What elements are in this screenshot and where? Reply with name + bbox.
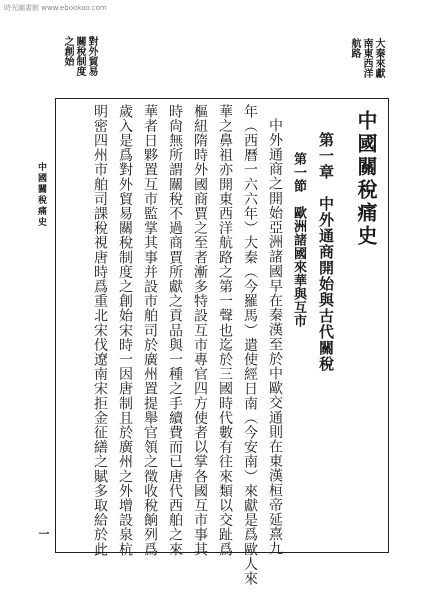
margin-note-left-1: 對外貿易 <box>86 36 97 76</box>
body-column-7: 歲入是爲對外貿易關稅制度之創始宋時一因唐制且於廣州之外增設泉杭 <box>117 104 133 557</box>
body-column-8: 明密四州市舶司課稅視唐時爲重北宋伐遼南宋拒金征繕之賦多取給於此 <box>92 104 108 557</box>
body-column-2: 年（西曆一六六年）大秦（今羅馬）遣使經日南（今安南）來獻是爲歐人來 <box>242 104 258 586</box>
section-heading: 第一節 歐洲諸國來華與互市 <box>291 152 306 328</box>
margin-note-right-2: 南東西洋 <box>361 38 372 78</box>
running-title: 中國關稅痛史 <box>36 162 46 228</box>
book-title: 中國關稅痛史 <box>354 110 378 248</box>
margin-note-right-3: 航路 <box>349 38 360 58</box>
page-number: 一 <box>37 528 50 539</box>
margin-note-left-3: 之創始 <box>62 36 73 66</box>
body-column-1: 中外通商之開始亞洲諸國早在秦漢至於中歐交通則在東漢桓帝延熹九 <box>267 118 283 556</box>
body-column-5: 時尙無所謂關稅不過商賈所獻之貢品與一種之手續費而已唐代西舶之來 <box>167 104 183 557</box>
margin-note-right-1: 大秦來獻 <box>373 38 384 78</box>
body-column-3: 華之鼻祖亦開東西洋航路之第一聲也迄於三國時代數有往來類以交趾爲 <box>217 104 233 557</box>
body-column-4: 樞紐隋時外國商賈之至者漸多特設互市專官四方使者以掌各國互市事其 <box>192 104 208 557</box>
watermark: 時光圖書館 www.ebookoo.com <box>4 4 107 12</box>
chapter-heading: 第一章 中外通商開始與古代關稅 <box>317 132 335 372</box>
body-column-6: 華者日夥置互市監掌其事并設市舶司於廣州置提舉官領之徵收稅餉列爲 <box>142 104 158 557</box>
margin-note-left-2: 關稅制度 <box>74 36 85 76</box>
